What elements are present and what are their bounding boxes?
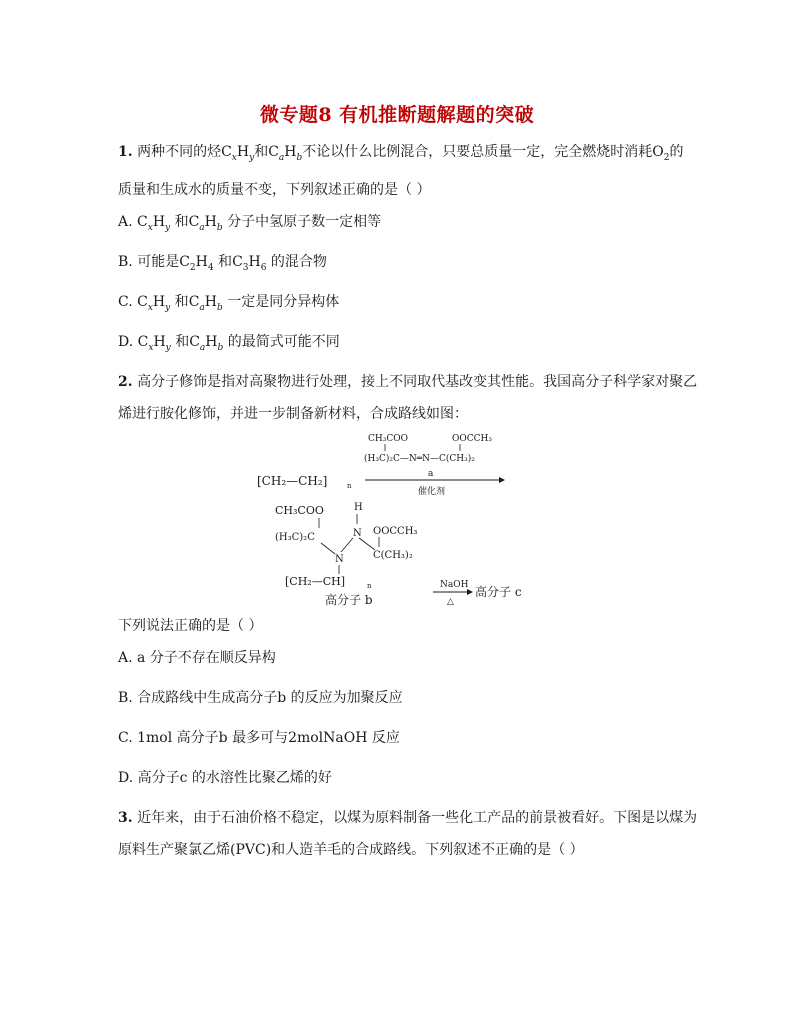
b-nitrogen-low: N: [335, 554, 344, 565]
b-nitrogen-top: N: [353, 528, 362, 539]
b-h-atom: H: [354, 502, 363, 513]
option-joiner: 和: [170, 334, 190, 350]
q1-stem-line2: 质量和生成水的质量不变，下列叙述正确的是（ ）: [118, 182, 431, 198]
option-text: 1mol 高分子b 最多可与2molNaOH 反应: [137, 730, 400, 746]
formula-c2h4: $C_2H_4$: [179, 254, 214, 273]
q2-stem-line2: 烯进行胺化修饰，并进一步制备新材料，合成路线如图：: [118, 406, 468, 422]
option-label: A.: [118, 650, 133, 666]
option-text: 分子中氢原子数一定相等: [222, 214, 382, 230]
q3-number: 3.: [118, 810, 133, 826]
formula-c3h6: $C_3H_6$: [232, 254, 267, 273]
option-label: B.: [118, 690, 133, 706]
q2-option-c: [118, 728, 400, 748]
q2-ask: 下列说法正确的是（ ）: [118, 618, 263, 634]
formula-cxhy: $C_xH_y$: [137, 214, 171, 233]
q1-stem-part1: 两种不同的烃: [137, 144, 222, 160]
option-joiner: 和: [170, 214, 189, 230]
option-label: B.: [118, 254, 133, 270]
reagent-acetoxy-right: OOCCH₃: [452, 434, 492, 444]
q1-number: 1.: [118, 144, 133, 160]
option-text: 的混合物: [266, 254, 327, 270]
option-text: 一定是同分异构体: [222, 294, 340, 310]
bond-line: [341, 538, 353, 552]
option-text: 高分子c 的水溶性比聚乙烯的好: [137, 770, 332, 786]
bond-line: [359, 538, 375, 550]
formula-cahb: $C_aH_b$: [189, 334, 224, 353]
q2-option-b: [118, 688, 403, 708]
option-text: a 分子不存在顺反异构: [137, 650, 276, 666]
option-label: D.: [118, 770, 134, 786]
reagent-azo-core: (H₃C)₂C—N═N—C(CH₃)₂: [364, 454, 475, 464]
reagent-acetoxy-left: CH₃COO: [368, 434, 408, 444]
b-right-carbon: C(CH₃)₂: [373, 550, 413, 561]
q1-option-d: [118, 332, 340, 358]
page-title: 微专题8 有机推断题解题的突破: [259, 104, 535, 126]
q1-option-b: [118, 252, 327, 278]
option-label: C.: [118, 294, 133, 310]
q3-stem-text: 近年来，由于石油价格不稳定，以煤为原料制备一些化工产品的前景被看好。下图是以煤为: [137, 810, 698, 826]
option-text: 合成路线中生成高分子b 的反应为加聚反应: [137, 690, 403, 706]
formula-cahb: $C_aH_b$: [188, 214, 223, 233]
q1-option-c: [118, 292, 339, 318]
q2-option-a: [118, 648, 276, 668]
formula-cxhy: $C_xH_y$: [137, 334, 171, 353]
q1-stem-part2: 和: [254, 144, 269, 160]
b-acetoxy-group: CH₃COO: [275, 504, 324, 517]
formula-cahb: $C_aH_b$: [188, 294, 223, 313]
reaction-scheme: [255, 424, 555, 614]
repeat-n: n: [347, 482, 352, 490]
option-label: A.: [118, 214, 133, 230]
formula-cxhy: $C_xH_y$: [137, 294, 171, 313]
q2-stem-line1: [118, 372, 697, 392]
arrow-head: [499, 477, 505, 483]
arrow-label-a: a: [428, 469, 434, 479]
b-backbone-formula: [CH₂—CH]: [285, 575, 346, 588]
option-text: 可能是: [137, 254, 180, 270]
formula-cahb: $C_aH_b$: [268, 144, 303, 163]
formula-o2: $O_2$: [652, 144, 670, 163]
q2-number: 2.: [118, 374, 133, 390]
q2-option-d: [118, 768, 332, 788]
option-label: D.: [118, 334, 134, 350]
q1-stem-line1: [118, 142, 683, 168]
bond-line: [321, 543, 335, 554]
arrow-label-catalyst: 催化剂: [418, 487, 446, 497]
option-joiner: 和: [213, 254, 233, 270]
arrow-label-heat: △: [447, 597, 454, 607]
q3-stem-line2: 原料生产聚氯乙烯(PVC)和人造羊毛的合成路线。下列叙述不正确的是（ ）: [118, 842, 584, 858]
option-text: 的最简式可能不同: [223, 334, 340, 350]
arrow-label-naoh: NaOH: [440, 580, 469, 590]
formula-cxhy: $C_xH_y$: [221, 144, 255, 163]
q3-stem-line1: [118, 808, 697, 828]
q1-stem-part4: 的: [669, 144, 684, 160]
option-joiner: 和: [170, 294, 189, 310]
repeat-n: n: [367, 582, 372, 590]
option-label: C.: [118, 730, 133, 746]
q1-stem-part3: 不论以什么比例混合，只要总质量一定，完全燃烧时消耗: [302, 144, 653, 160]
q2-stem-text: 高分子修饰是指对高聚物进行处理，接上不同取代基改变其性能。我国高分子科学家对聚乙: [137, 374, 698, 390]
polymer-c-label: 高分子 c: [475, 585, 522, 599]
b-ooc-group: OOCCH₃: [373, 526, 418, 537]
b-left-carbon: (H₃C)₂C: [275, 532, 315, 543]
polymer-b-label: 高分子 b: [325, 593, 373, 607]
q1-option-a: [118, 212, 381, 238]
polyethylene-formula: [CH₂—CH₂]: [257, 474, 328, 488]
